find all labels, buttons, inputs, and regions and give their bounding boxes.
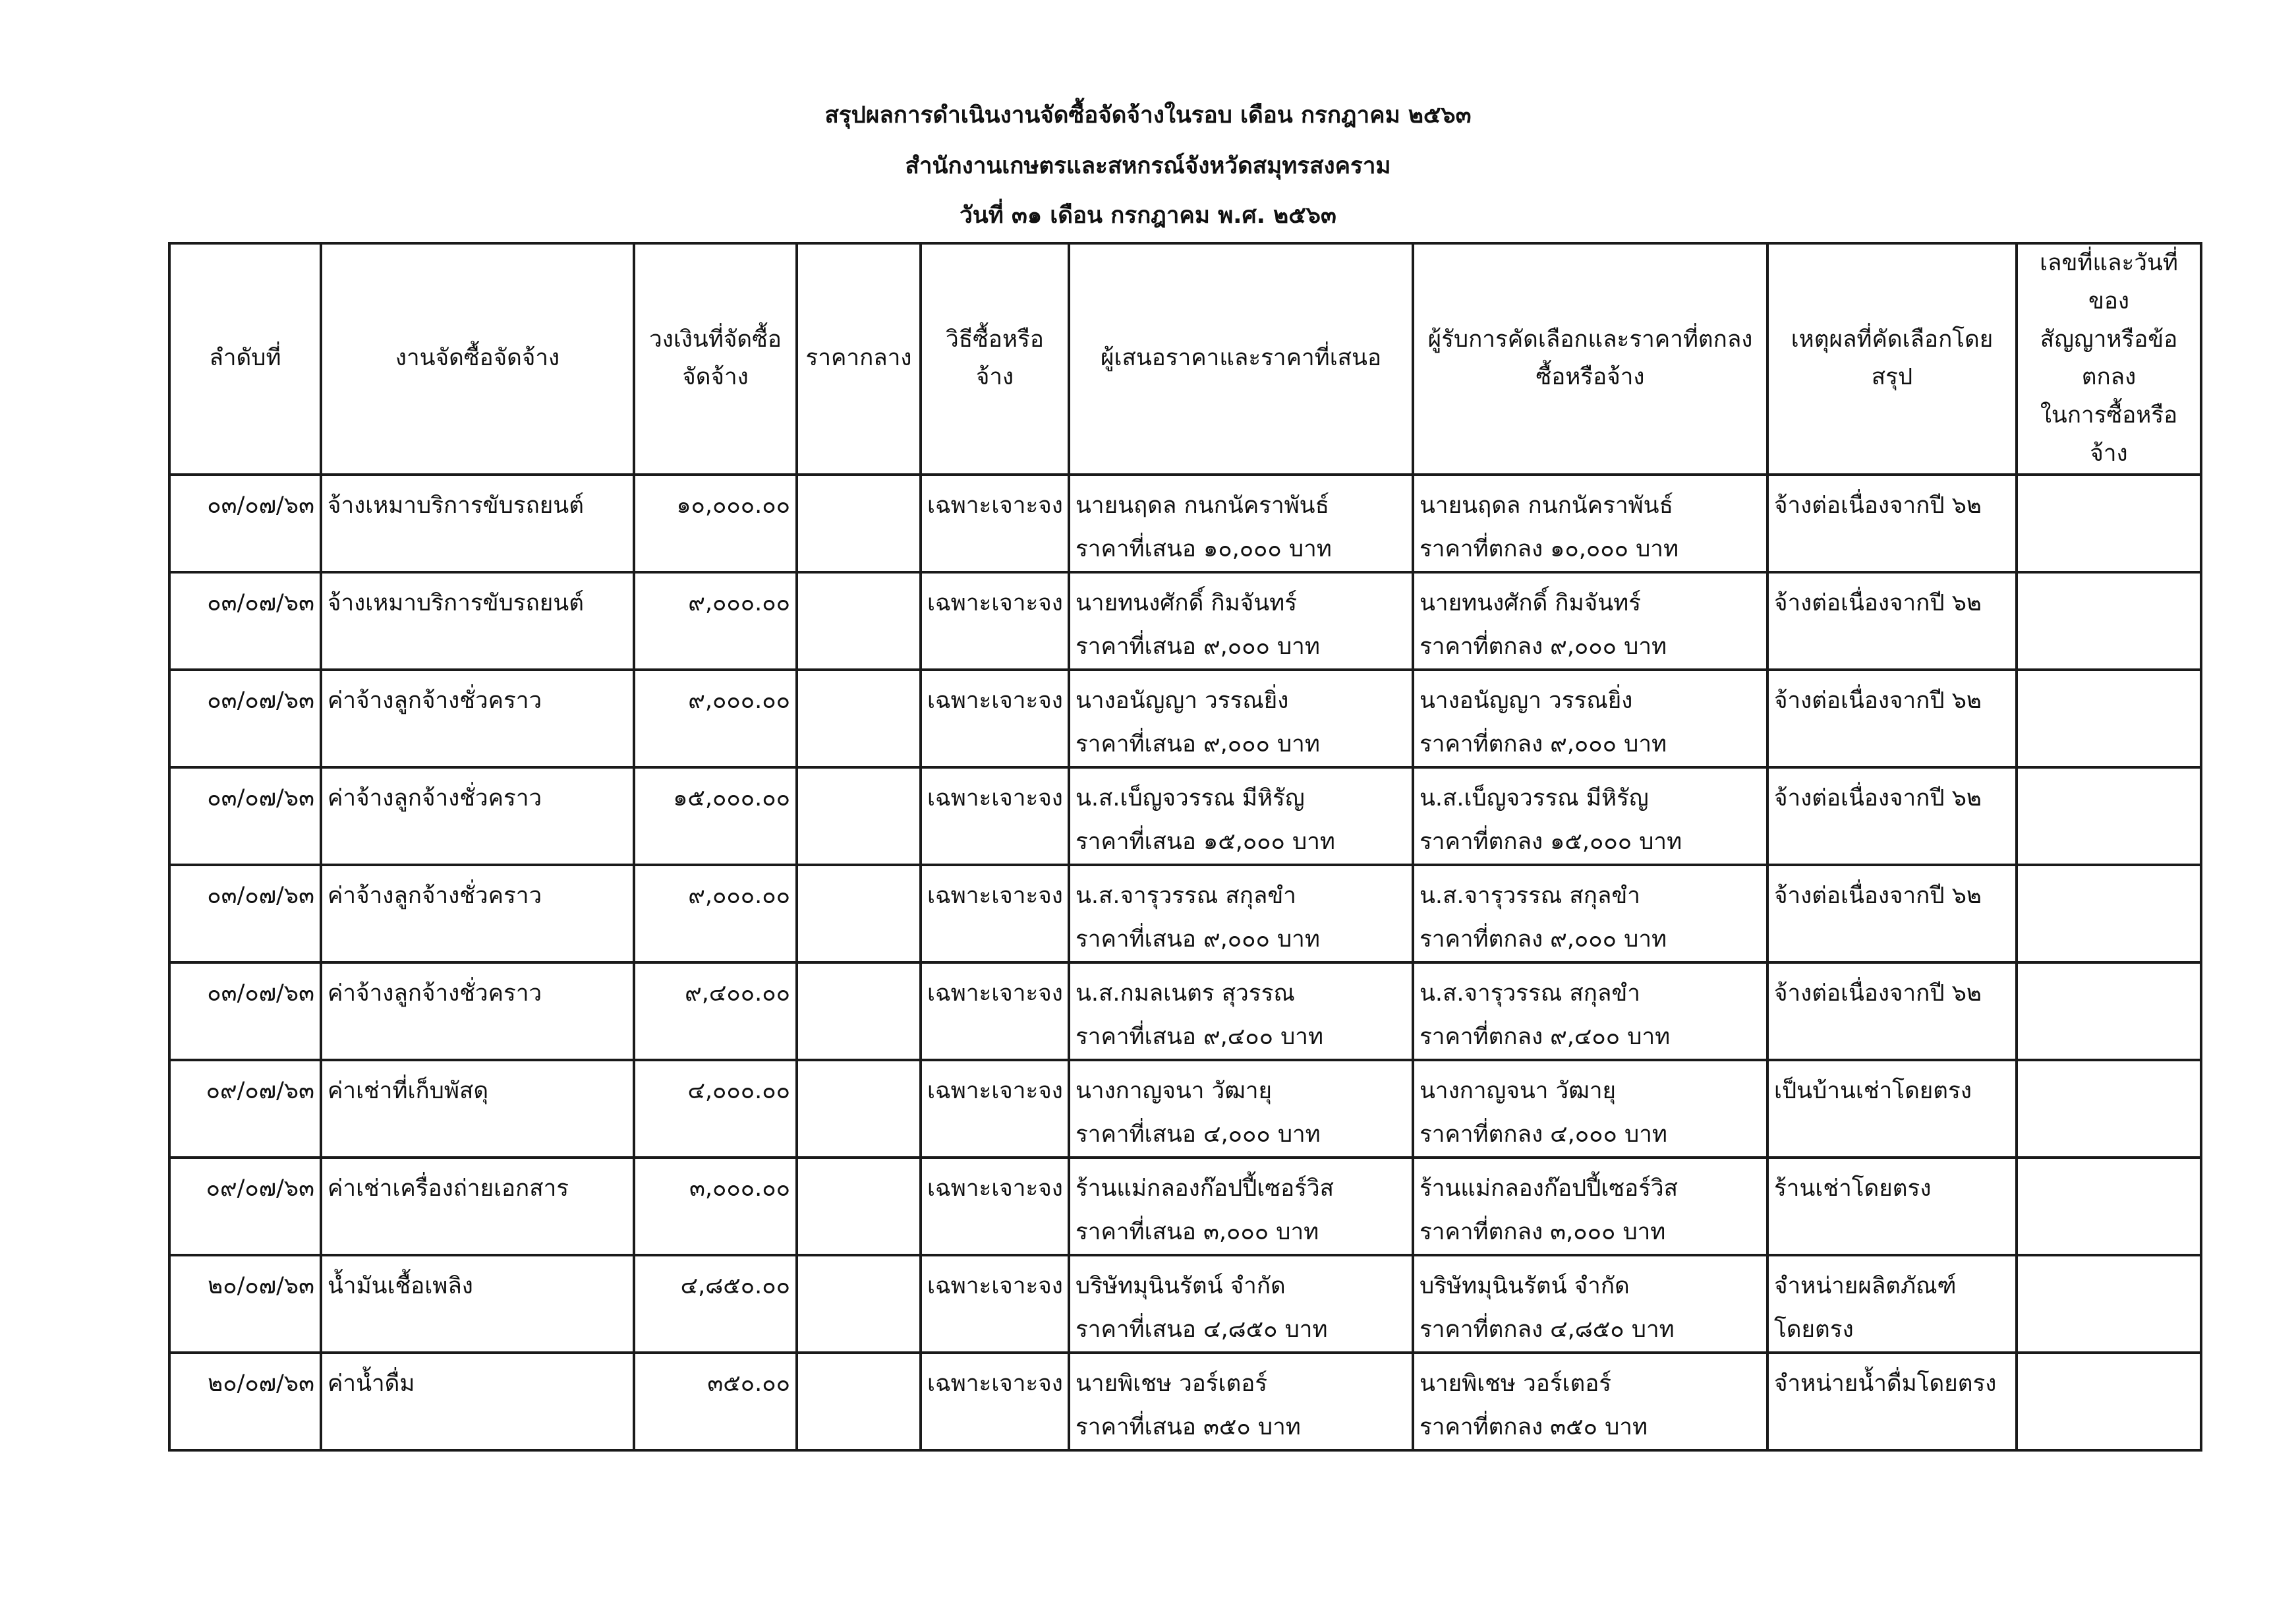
selected-price: ราคาที่ตกลง ๔,๘๕๐ บาท	[1420, 1316, 1675, 1343]
header-method: วิธีซื้อหรือจ้าง	[921, 243, 1069, 475]
bidder-name: บริษัทมุนินรัตน์ จำกัด	[1076, 1272, 1286, 1299]
row-contract	[2017, 767, 2201, 865]
header-selected	[1413, 243, 1767, 475]
row-median	[797, 475, 921, 572]
row-contract	[2017, 572, 2201, 670]
row-method: เฉพาะเจาะจง	[921, 475, 1069, 572]
table-row	[169, 1060, 2201, 1158]
row-work: ค่าเช่าที่เก็บพัสดุ	[321, 1060, 634, 1158]
row-median	[797, 572, 921, 670]
row-reason: จ้างต่อเนื่องจากปี ๖๒	[1767, 767, 2017, 865]
row-selected	[1413, 1158, 1767, 1255]
row-bidder	[1069, 1353, 1413, 1450]
header-contract-line2: สัญญาหรือข้อตกลง	[2040, 326, 2178, 391]
header-budget-line1: วงเงินที่จัดซื้อ	[649, 326, 782, 353]
row-bidder	[1069, 1060, 1413, 1158]
row-budget: ๙,๔๐๐.๐๐	[634, 962, 797, 1060]
row-contract	[2017, 475, 2201, 572]
bidder-price: ราคาที่เสนอ ๑๐,๐๐๐ บาท	[1076, 535, 1332, 562]
table-row	[169, 670, 2201, 767]
selected-price: ราคาที่ตกลง ๓,๐๐๐ บาท	[1420, 1218, 1666, 1245]
row-method: เฉพาะเจาะจง	[921, 1353, 1069, 1450]
document-title: สรุปผลการดำเนินงานจัดซื้อจัดจ้างในรอบ เดือน กรกฎาคม ๒๕๖๓	[824, 102, 1472, 129]
row-work: น้ำมันเชื้อเพลิง	[321, 1255, 634, 1353]
row-budget: ๔,๘๕๐.๐๐	[634, 1255, 797, 1353]
row-date: ๐๙/๐๗/๖๓	[169, 1060, 321, 1158]
row-date: ๐๓/๐๗/๖๓	[169, 962, 321, 1060]
selected-name: นายนฤดล กนกนัคราพันธ์	[1420, 492, 1673, 519]
header-selected-line1: ผู้รับการคัดเลือกและราคาที่ตกลง	[1427, 326, 1753, 353]
table-row	[169, 962, 2201, 1060]
selected-name: ร้านแม่กลองก๊อปปี้เซอร์วิส	[1420, 1175, 1678, 1202]
bidder-name: น.ส.จารุวรรณ สกุลขำ	[1076, 882, 1296, 909]
table-row	[169, 475, 2201, 572]
row-method: เฉพาะเจาะจง	[921, 1158, 1069, 1255]
row-median	[797, 1353, 921, 1450]
bidder-name: น.ส.เบ็ญจวรรณ มีหิรัญ	[1076, 784, 1305, 811]
row-reason: เป็นบ้านเช่าโดยตรง	[1767, 1060, 2017, 1158]
row-bidder	[1069, 475, 1413, 572]
row-median	[797, 1158, 921, 1255]
row-bidder	[1069, 1158, 1413, 1255]
table-row	[169, 1255, 2201, 1353]
row-work: ค่าจ้างลูกจ้างชั่วคราว	[321, 962, 634, 1060]
selected-name: น.ส.เบ็ญจวรรณ มีหิรัญ	[1420, 784, 1649, 811]
header-reason: เหตุผลที่คัดเลือกโดยสรุป	[1767, 243, 2017, 475]
row-reason: จ้างต่อเนื่องจากปี ๖๒	[1767, 865, 2017, 962]
row-selected	[1413, 572, 1767, 670]
row-budget: ๙,๐๐๐.๐๐	[634, 572, 797, 670]
header-contract-line1: เลขที่และวันที่ของ	[2040, 250, 2178, 314]
header-bidders: ผู้เสนอราคาและราคาที่เสนอ	[1069, 243, 1413, 475]
row-bidder	[1069, 865, 1413, 962]
row-selected	[1413, 670, 1767, 767]
table-row	[169, 1158, 2201, 1255]
row-contract	[2017, 1255, 2201, 1353]
header-contract	[2017, 243, 2201, 475]
row-date: ๐๓/๐๗/๖๓	[169, 572, 321, 670]
row-method: เฉพาะเจาะจง	[921, 670, 1069, 767]
table-row	[169, 572, 2201, 670]
row-selected	[1413, 1255, 1767, 1353]
selected-price: ราคาที่ตกลง ๑๕,๐๐๐ บาท	[1420, 828, 1682, 855]
row-method: เฉพาะเจาะจง	[921, 767, 1069, 865]
bidder-price: ราคาที่เสนอ ๓๕๐ บาท	[1076, 1413, 1301, 1440]
selected-name: น.ส.จารุวรรณ สกุลขำ	[1420, 882, 1640, 909]
row-median	[797, 865, 921, 962]
row-method: เฉพาะเจาะจง	[921, 572, 1069, 670]
document-agency: สำนักงานเกษตรและสหกรณ์จังหวัดสมุทรสงคราม	[905, 153, 1391, 179]
row-median	[797, 962, 921, 1060]
header-row	[169, 243, 2201, 475]
procurement-table	[168, 242, 2202, 1452]
row-reason: จ้างต่อเนื่องจากปี ๖๒	[1767, 670, 2017, 767]
selected-name: นางอนัญญา วรรณยิ่ง	[1420, 687, 1633, 714]
selected-price: ราคาที่ตกลง ๑๐,๐๐๐ บาท	[1420, 535, 1679, 562]
row-median	[797, 670, 921, 767]
row-reason: จ้างต่อเนื่องจากปี ๖๒	[1767, 475, 2017, 572]
bidder-price: ราคาที่เสนอ ๑๕,๐๐๐ บาท	[1076, 828, 1335, 855]
row-method: เฉพาะเจาะจง	[921, 865, 1069, 962]
row-date: ๐๓/๐๗/๖๓	[169, 670, 321, 767]
row-work: จ้างเหมาบริการขับรถยนต์	[321, 572, 634, 670]
header-budget-line2: จัดจ้าง	[682, 364, 749, 391]
document-date: วันที่ ๓๑ เดือน กรกฎาคม พ.ศ. ๒๕๖๓	[960, 202, 1336, 229]
bidder-price: ราคาที่เสนอ ๙,๐๐๐ บาท	[1076, 926, 1320, 953]
row-budget: ๓,๐๐๐.๐๐	[634, 1158, 797, 1255]
row-method: เฉพาะเจาะจง	[921, 1255, 1069, 1353]
row-contract	[2017, 1353, 2201, 1450]
bidder-price: ราคาที่เสนอ ๙,๐๐๐ บาท	[1076, 730, 1320, 757]
row-selected	[1413, 767, 1767, 865]
row-work: ค่าจ้างลูกจ้างชั่วคราว	[321, 670, 634, 767]
row-work: จ้างเหมาบริการขับรถยนต์	[321, 475, 634, 572]
bidder-price: ราคาที่เสนอ ๔,๐๐๐ บาท	[1076, 1121, 1321, 1148]
row-contract	[2017, 865, 2201, 962]
header-median: ราคากลาง	[797, 243, 921, 475]
row-selected	[1413, 1353, 1767, 1450]
header-seq: ลำดับที่	[169, 243, 321, 475]
row-median	[797, 1255, 921, 1353]
header-budget	[634, 243, 797, 475]
row-budget: ๓๕๐.๐๐	[634, 1353, 797, 1450]
row-median	[797, 1060, 921, 1158]
bidder-name: นายนฤดล กนกนัคราพันธ์	[1076, 492, 1329, 519]
row-selected	[1413, 865, 1767, 962]
row-date: ๒๐/๐๗/๖๓	[169, 1255, 321, 1353]
table-row	[169, 1353, 2201, 1450]
selected-price: ราคาที่ตกลง ๓๕๐ บาท	[1420, 1413, 1648, 1440]
bidder-price: ราคาที่เสนอ ๙,๐๐๐ บาท	[1076, 633, 1320, 660]
selected-price: ราคาที่ตกลง ๙,๐๐๐ บาท	[1420, 633, 1667, 660]
selected-name: น.ส.จารุวรรณ สกุลขำ	[1420, 980, 1640, 1007]
row-work: ค่าเช่าเครื่องถ่ายเอกสาร	[321, 1158, 634, 1255]
bidder-name: นายพิเชษ วอร์เตอร์	[1076, 1370, 1268, 1397]
row-median	[797, 767, 921, 865]
row-budget: ๙,๐๐๐.๐๐	[634, 865, 797, 962]
row-date: ๒๐/๐๗/๖๓	[169, 1353, 321, 1450]
selected-price: ราคาที่ตกลง ๙,๐๐๐ บาท	[1420, 730, 1667, 757]
row-date: ๐๙/๐๗/๖๓	[169, 1158, 321, 1255]
row-selected	[1413, 1060, 1767, 1158]
header-contract-line3: ในการซื้อหรือจ้าง	[2040, 402, 2178, 467]
bidder-price: ราคาที่เสนอ ๙,๔๐๐ บาท	[1076, 1023, 1324, 1050]
selected-name: นางกาญจนา วัฒายุ	[1420, 1077, 1616, 1104]
row-method: เฉพาะเจาะจง	[921, 962, 1069, 1060]
row-reason: ร้านเช่าโดยตรง	[1767, 1158, 2017, 1255]
row-date: ๐๓/๐๗/๖๓	[169, 475, 321, 572]
row-budget: ๑๐,๐๐๐.๐๐	[634, 475, 797, 572]
bidder-price: ราคาที่เสนอ ๓,๐๐๐ บาท	[1076, 1218, 1319, 1245]
selected-name: นายทนงศักดิ์ กิมจันทร์	[1420, 589, 1642, 616]
row-budget: ๙,๐๐๐.๐๐	[634, 670, 797, 767]
row-bidder	[1069, 962, 1413, 1060]
row-bidder	[1069, 670, 1413, 767]
selected-price: ราคาที่ตกลง ๙,๐๐๐ บาท	[1420, 926, 1667, 953]
row-date: ๐๓/๐๗/๖๓	[169, 767, 321, 865]
row-contract	[2017, 962, 2201, 1060]
row-contract	[2017, 1060, 2201, 1158]
row-work: ค่าจ้างลูกจ้างชั่วคราว	[321, 767, 634, 865]
row-date: ๐๓/๐๗/๖๓	[169, 865, 321, 962]
bidder-name: นางกาญจนา วัฒายุ	[1076, 1077, 1272, 1104]
selected-price: ราคาที่ตกลง ๔,๐๐๐ บาท	[1420, 1121, 1667, 1148]
row-bidder	[1069, 572, 1413, 670]
table-row	[169, 865, 2201, 962]
selected-name: นายพิเชษ วอร์เตอร์	[1420, 1370, 1612, 1397]
header-selected-line2: ซื้อหรือจ้าง	[1535, 364, 1645, 391]
row-budget: ๔,๐๐๐.๐๐	[634, 1060, 797, 1158]
row-bidder	[1069, 767, 1413, 865]
row-selected	[1413, 962, 1767, 1060]
selected-price: ราคาที่ตกลง ๙,๔๐๐ บาท	[1420, 1023, 1671, 1050]
bidder-name: น.ส.กมลเนตร สุวรรณ	[1076, 980, 1295, 1007]
row-contract	[2017, 670, 2201, 767]
bidder-name: นางอนัญญา วรรณยิ่ง	[1076, 687, 1289, 714]
row-work: ค่าจ้างลูกจ้างชั่วคราว	[321, 865, 634, 962]
row-method: เฉพาะเจาะจง	[921, 1060, 1069, 1158]
row-budget: ๑๕,๐๐๐.๐๐	[634, 767, 797, 865]
table-row	[169, 767, 2201, 865]
row-reason: จ้างต่อเนื่องจากปี ๖๒	[1767, 962, 2017, 1060]
row-reason: จำหน่ายผลิตภัณฑ์ โดยตรง	[1767, 1255, 2017, 1353]
bidder-name: นายทนงศักดิ์ กิมจันทร์	[1076, 589, 1298, 616]
header-work: งานจัดซื้อจัดจ้าง	[321, 243, 634, 475]
selected-name: บริษัทมุนินรัตน์ จำกัด	[1420, 1272, 1630, 1299]
row-bidder	[1069, 1255, 1413, 1353]
row-reason: จ้างต่อเนื่องจากปี ๖๒	[1767, 572, 2017, 670]
bidder-price: ราคาที่เสนอ ๔,๘๕๐ บาท	[1076, 1316, 1328, 1343]
row-reason: จำหน่ายน้ำดื่มโดยตรง	[1767, 1353, 2017, 1450]
row-work: ค่าน้ำดื่ม	[321, 1353, 634, 1450]
bidder-name: ร้านแม่กลองก๊อปปี้เซอร์วิส	[1076, 1175, 1334, 1202]
row-selected	[1413, 475, 1767, 572]
row-contract	[2017, 1158, 2201, 1255]
